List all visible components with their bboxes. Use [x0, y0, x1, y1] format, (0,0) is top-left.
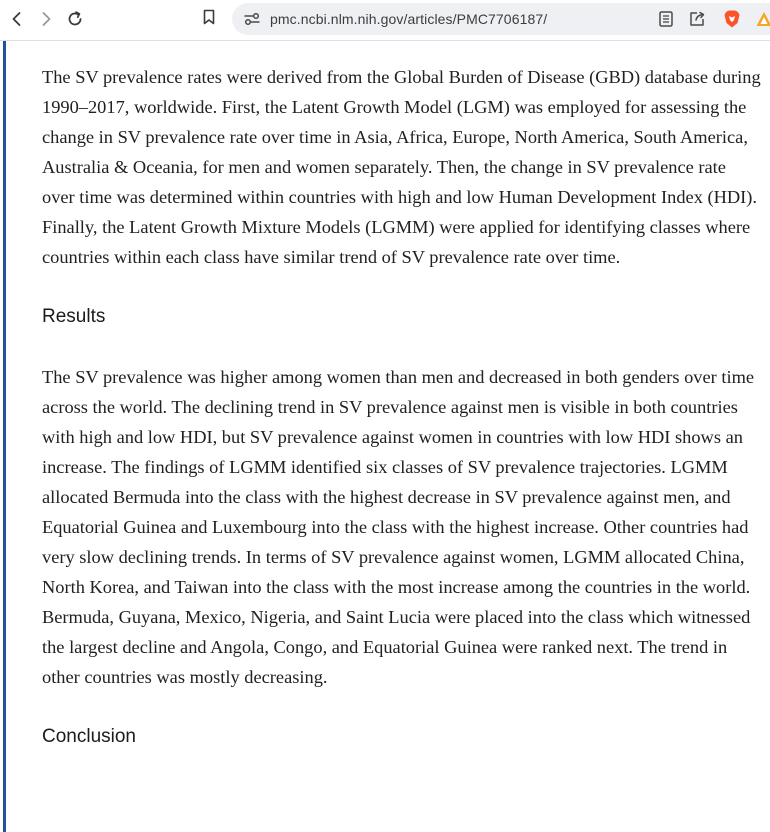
abstract-accent-bar [3, 41, 6, 832]
back-button[interactable] [4, 6, 30, 32]
bookmark-button[interactable] [196, 6, 222, 32]
browser-toolbar [0, 0, 770, 41]
brave-shield-icon[interactable] [722, 10, 742, 28]
results-heading: Results [42, 306, 106, 327]
article-content [0, 41, 770, 832]
methods-paragraph: The SV prevalence rates were derived from the Global Burden of Disease (GBD) database during 1990–2017, worldwide. First, the Latent Growth Model (LGM) was employed for assessing the change in SV prevalence rate over time in Asia, Africa, Europe, North America, South America, Australia & Oceania, for men and women separately. Then, the change in SV prevalence rate over time was determined within countries with high and low Human Development Index (HDI). Finally, the Latent Growth Mixture Models (LGMM) were applied for identifying classes where countries within each class have similar trend of SV prevalence rate over time. [42, 67, 761, 267]
results-paragraph: The SV prevalence was higher among women than men and decreased in both genders over time across the world. The declining trend in SV prevalence against men is visible in both countries with high and low HDI, but SV prevalence against women in countries with low HDI shows an increase. The findings of LGMM identified six classes of SV prevalence trajectories. LGMM allocated Bermuda into the class with the highest decrease in SV prevalence against men, and Equatorial Guinea and Luxembourg into the class with the highest increase. Other countries had very slow declining trends. In terms of SV prevalence against women, LGMM allocated China, North Korea, and Taiwan into the class with the most increase among the countries in the world. Bermuda, Guyana, Mexico, Nigeria, and Saint Lucia were placed into the class which witnessed the largest decline and Angola, Congo, and Equatorial Guinea were ranked next. The trend in other countries was mostly decreasing. [42, 367, 755, 687]
chevron-right-icon [37, 10, 55, 28]
forward-button[interactable] [33, 6, 59, 32]
site-settings-icon[interactable] [242, 10, 262, 28]
conclusion-heading: Conclusion [42, 726, 136, 747]
reload-button[interactable] [62, 6, 88, 32]
address-bar[interactable] [232, 3, 770, 35]
bookmark-icon [200, 8, 218, 31]
reload-icon [65, 9, 85, 29]
chevron-left-icon [8, 10, 26, 28]
rewards-triangle-icon[interactable] [754, 10, 770, 28]
url-text[interactable]: pmc.ncbi.nlm.nih.gov/articles/PMC7706187/ [270, 11, 548, 27]
share-icon[interactable] [687, 10, 707, 28]
reader-mode-icon[interactable] [656, 10, 676, 28]
abstract-section [42, 62, 762, 752]
